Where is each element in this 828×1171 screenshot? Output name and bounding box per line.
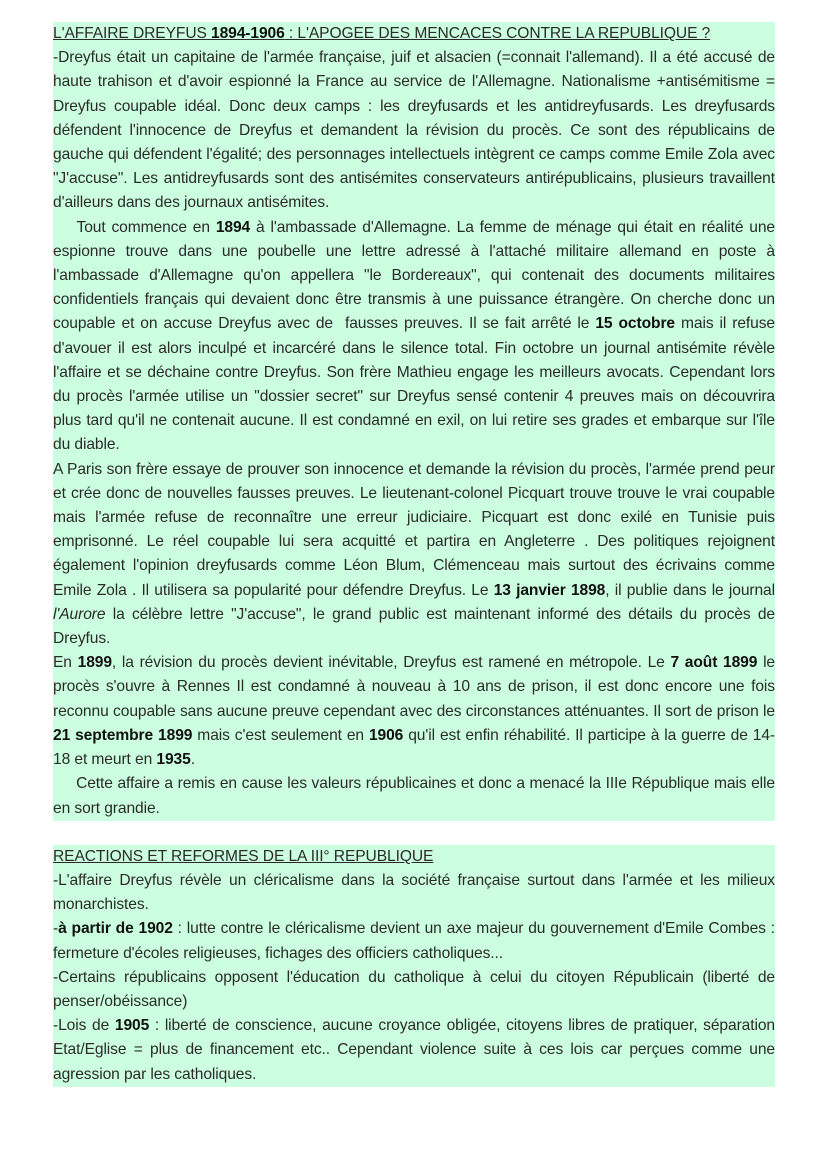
- section-gap: [53, 821, 775, 845]
- paragraph-1899: En 1899, la révision du procès devient inévitable, Dreyfus est ramené en métropole. Le 7 août 1899 le procès s'ouvre à Rennes Il est condamné à nouveau à 10 ans de prison, il est donc encore une fois reconnu coupable sans aucune preuve cependant avec des circonstances atténuantes. Il sort de prison le 21 septembre 1899 mais c'est seulement en 1906 qu'il est enfin réhabilité. Il participe à la guerre de 14-18 et meurt en 1935.: [53, 654, 776, 769]
- list-item-lois-1905: -Lois de 1905 : liberté de conscience, aucune croyance obligée, citoyens libres de pratiquer, séparation Etat/Eglise = plus de financement etc.. Cependant violence suite à ces lois car perçues comme une agression par les catholiques.: [53, 1017, 775, 1083]
- list-item-clericalisme: -L'affaire Dreyfus révèle un cléricalisme dans la société française surtout dans l'armée et les milieux monarchistes.: [53, 871, 775, 914]
- paragraph-paris: A Paris son frère essaye de prouver son innocence et demande la révision du procès, l'armée prend peur et crée donc de nouvelles fausses preuves. Le lieutenant-colonel Picquart trouve trouve le vrai coupable mais l'armée refuse de reconnaître une erreur judiciaire. Picquart est donc exilé en Tunisie puis emprisonné. Le réel coupable lui sera acquitté et partira en Angleterre . Des politiques rejoignent également l'opinion dreyfusards comme Léon Blum, Clémenceau mais surtout des écrivains comme Emile Zola . Il utilisera sa popularité pour défendre Dreyfus. Le 13 janvier 1898, il publie dans le journal l'Aurore la célèbre lettre "J'accuse", le grand public est maintenant informé des détails du procès de Dreyfus.: [53, 460, 775, 648]
- paragraph-conclusion: Cette affaire a remis en cause les valeurs républicaines et donc a menacé la IIIe République mais elle en sort grandie.: [53, 775, 780, 817]
- paragraph-1894: Tout commence en 1894 à l'ambassade d'Allemagne. La femme de ménage qui était en réalité une espionne trouve dans une poubelle une lettre adressé à l'attaché militaire allemand en poste à l'ambassade d'Allemagne qu'on appellera "le Bordereaux", qui contenait des documents militaires confidentiels français qui devaient donc être transmis à une puissance étrangère. On cherche donc un coupable et on accuse Dreyfus avec de fausses preuves. Il se fait arrêté le 15 octobre mais il refuse d'avouer il est alors inculpé et incarcéré dans le silence total. Fin octobre un journal antisémite révèle l'affaire et se déchaine contre Dreyfus. Son frère Mathieu engage les meilleurs avocats. Cependant lors du procès l'armée utilise un "dossier secret" sur Dreyfus sensé contenir 4 preuves mais on découvrira plus tard qu'il ne contenait aucune. Il est condamné en exil, on lui retire ses grades et embarque sur l'île du diable.: [53, 218, 780, 454]
- paragraph-intro: -Dreyfus était un capitaine de l'armée française, juif et alsacien (=connait l'allemand). Il a été accusé de haute trahison et d'avoir espionné la France au service de l'Allemagne. Nationalisme +antisémitisme = Dreyfus coupable idéal. Donc deux camps : les dreyfusards et les antidreyfusards. Les dreyfusards défendent l'innocence de Dreyfus et demandent la révision du procès. Ce sont des républicains de gauche qui défendent l'égalité; des personnages intellectuels intègrent ce camps comme Emile Zola avec "J'accuse". Les antidreyfusards sont des antisémites conservateurs antirépublicains, plusieurs travaillent d'ailleurs dans des journaux antisémites.: [53, 49, 775, 212]
- section-dreyfus: [53, 22, 780, 821]
- document-page: [53, 22, 780, 1087]
- section-reactions: [53, 845, 775, 1087]
- list-item-1902: -à partir de 1902 : lutte contre le cléricalisme devient un axe majeur du gouvernement d'Emile Combes : fermeture d'écoles religieuses, fichages des officiers catholiques...: [53, 920, 775, 962]
- section-title-dreyfus: L'AFFAIRE DREYFUS 1894-1906 : L'APOGEE DES MENCACES CONTRE LA REPUBLIQUE ?: [53, 25, 711, 42]
- list-item-education: -Certains républicains opposent l'éducation du catholique à celui du citoyen Républicain (liberté de penser/obéissance): [53, 968, 775, 1010]
- section-title-reactions: REACTIONS ET REFORMES DE LA III° REPUBLIQUE: [53, 847, 434, 865]
